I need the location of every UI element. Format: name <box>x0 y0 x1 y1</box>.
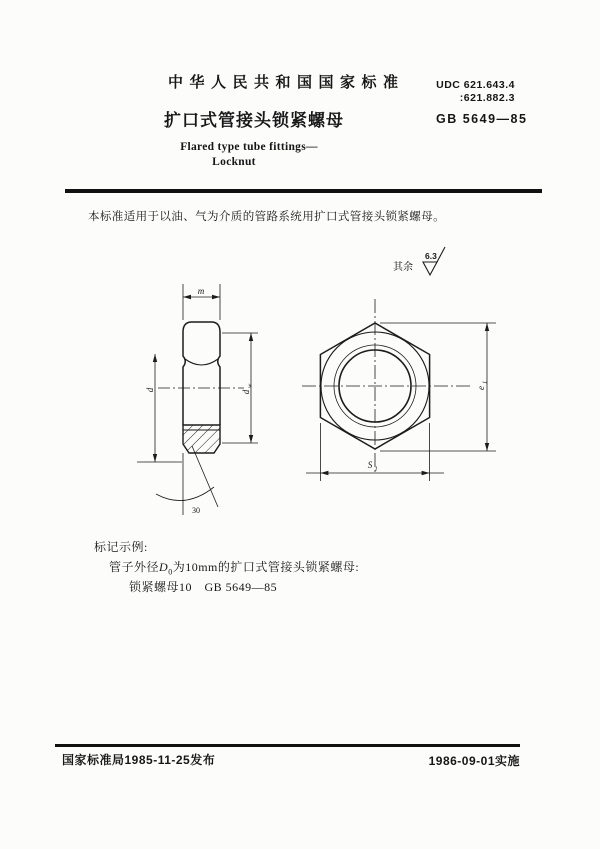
dim-label-dw-sub: w <box>246 383 254 388</box>
title-english-line2: Locknut <box>212 156 256 168</box>
surface-roughness-note <box>393 246 463 289</box>
front-view-drawing <box>300 295 500 500</box>
dim-label-dw-base: d <box>241 389 251 395</box>
side-view-drawing <box>130 270 300 535</box>
front-view-svg <box>300 295 500 495</box>
roughness-prefix-label: 其余 <box>393 262 413 273</box>
standard-code: GB 5649—85 <box>436 112 528 126</box>
dim-label-e1-sub: 1 <box>481 380 489 384</box>
dim-label-m: m <box>197 286 205 296</box>
nut-outline <box>183 322 220 425</box>
marking-example-text <box>109 558 359 576</box>
chamfer-angle-dimension <box>156 446 218 515</box>
m-dimension <box>183 284 220 320</box>
marking-designation: 锁紧螺母10 GB 5649—85 <box>129 580 278 594</box>
dim-label-angle: 30 <box>192 506 200 515</box>
roughness-value: 6.3 <box>425 251 437 261</box>
marking-example-pre: 管子外径 <box>109 560 160 574</box>
dim-label-s1-sub: 1 <box>374 465 378 473</box>
hatch-section <box>183 425 220 453</box>
page-title: 扩口式管接头锁紧螺母 <box>164 111 344 130</box>
roughness-symbol <box>393 246 463 284</box>
side-view-svg <box>130 270 300 530</box>
udc-line2: :621.882.3 <box>459 92 515 104</box>
marking-example-variable: D <box>159 560 169 574</box>
marking-example-heading: 标记示例: <box>94 540 148 554</box>
dim-label-e1-base: e <box>476 386 486 390</box>
national-standard-label: 中华人民共和国国家标准 <box>168 74 405 91</box>
e1-dimension <box>380 323 496 451</box>
d-dimension <box>137 354 182 462</box>
footer-divider <box>55 744 520 747</box>
dim-label-s1-base: S <box>367 460 373 470</box>
marking-example-variable-sub: 0 <box>168 567 173 577</box>
dim-label-d: d <box>145 387 155 393</box>
marking-example-post: 为10mm的扩口式管接头锁紧螺母: <box>172 560 360 574</box>
footer-issued-date: 国家标准局1985-11-25发布 <box>62 753 216 767</box>
udc-classification <box>425 79 515 105</box>
header-divider <box>65 189 542 193</box>
footer-effective-date: 1986-09-01实施 <box>428 754 520 768</box>
scope-text: 本标准适用于以油、气为介质的管路系统用扩口式管接头锁紧螺母。 <box>88 211 445 223</box>
title-english-line1: Flared type tube fittings— <box>180 141 318 153</box>
udc-line1: UDC 621.643.4 <box>436 79 515 91</box>
